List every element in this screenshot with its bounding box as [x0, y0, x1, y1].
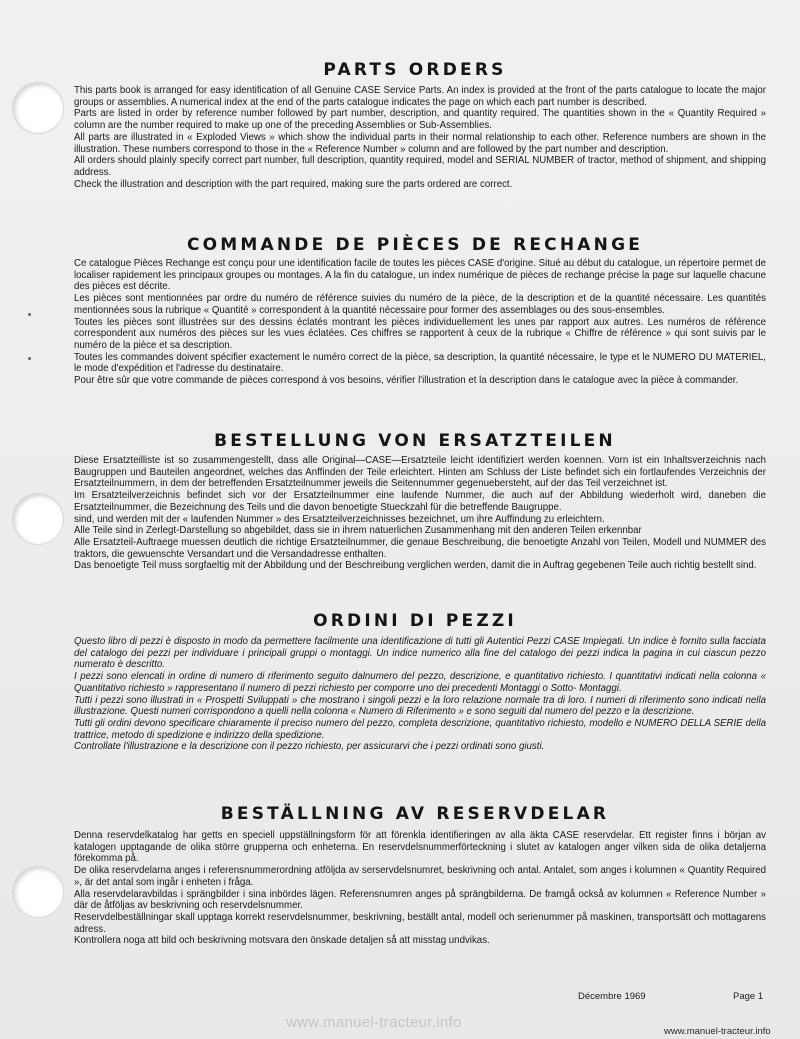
section-title-parts-orders: PARTS ORDERS — [323, 60, 507, 80]
binder-hole — [12, 82, 64, 134]
section-body-bestellung — [74, 455, 766, 572]
paragraph: sind, und werden mit der « laufenden Nummer » des Ersatzteilverzeichnisses bezeichnet, um ihre Auffindung zu erleichtern. — [74, 513, 605, 525]
paragraph: Tutti gli ordini devono specificare chiaramente il preciso numero del pezzo, completa descrizione, quantitativo richiesto, modello e NUMERO DELLA SERIE della trattrice, metodo di spedizione e indirizzo della spedizione. — [74, 717, 766, 741]
paragraph: Check the illustration and description with the part required, making sure the parts ordered are correct. — [74, 178, 513, 190]
binder-hole — [12, 866, 64, 918]
paragraph: All parts are illustrated in « Exploded Views » which show the individual parts in their normal relationship to each other. Reference numbers are shown in the illustration. These numbers correspond to those in the « Reference Number » column and are followed by the part number and description. — [74, 131, 766, 155]
section-title-commande: COMMANDE DE PIÈCES DE RECHANGE — [186, 235, 644, 255]
footer-date: Décembre 1969 — [578, 991, 646, 1002]
paragraph: Questo libro di pezzi è disposto in modo da permettere facilmente una identificazione di tutti gli Autentici Pezzi CASE Impiegati. Un indice è fornito sulla facciata del catalogo dei pezzi per individuare i principali gruppi o montaggi. Un indice numerico alla fine del catalogo dei pezzi indica la pagina in cui ciascun pezzo numerato è descritto. — [74, 636, 766, 671]
paragraph: Reservdelbeställningar skall upptaga korrekt reservdelsnummer, beskrivning, beställt antal, modell och serienummer på maskinen, transportsätt och mottagarens adress. — [74, 911, 766, 935]
paragraph: Pour être sûr que votre commande de pièces correspond à vos besoins, vérifier l'illustration et la description dans le catalogue avec la pièce à commander. — [74, 375, 739, 387]
paragraph: Diese Ersatzteilliste ist so zusammengestellt, dass alle Original—CASE—Ersatzteile leicht identifiziert werden koennen. Vorn ist ein Inhaltsverzeichnis nach Baugruppen und Bauteilen angeordnet, welches das Anffinden der Teile erleichtert. Hinten am Schluss der Liste befindet sich ein fortlaufendes Verzeichnis der Ersatzteilnummern, in dem der betreffenden Ersatzteilnummer jeweils die Seitennummer gegenuebersteht, auf der das Teil verzeichnet ist. — [74, 455, 766, 490]
section-body-bestallning — [74, 830, 766, 947]
margin-mark — [28, 357, 31, 360]
paragraph: Controllate l'illustrazione e la descrizione con il pezzo richiesto, per assicurarvi che i pezzi ordinati sono giusti. — [74, 741, 545, 753]
paragraph: This parts book is arranged for easy identification of all Genuine CASE Service Parts. An index is provided at the front of the parts catalogue to locate the major groups or assemblies. A numerical index at the end of the parts catalogue indicates the page on which each part number is described. — [74, 85, 766, 108]
paragraph: Alle Teile sind in Zerlegt-Darstellung so abgebildet, dass sie in ihrem natuerlichen Zusammenhang mit den anderen Teilen erkennbar — [74, 525, 642, 537]
section-title-bestallning: BESTÄLLNING AV RESERVDELAR — [220, 804, 610, 824]
paragraph: Denna reservdelkatalog har getts en speciell uppställningsform för att förenkla identifieringen av alla äkta CASE reservdelar. Ett register finns i början av katalogen upptagande de olika större grupperna och enheterna. En reservdelsnummerförteckning i slutet av katalogen anger vilken sida de olika detaljerna förekomma på. — [74, 830, 766, 865]
section-title-ordini: ORDINI DI PEZZI — [313, 611, 517, 631]
paragraph: All orders should plainly specify correct part number, full description, quantity required, model and SERIAL NUMBER of tractor, method of shipment, and shipping address. — [74, 155, 766, 178]
binder-hole — [12, 493, 64, 545]
paragraph: Ce catalogue Pièces Rechange est conçu pour une identification facile de toutes les pièces CASE d'origine. Situé au début du catalogue, un répertoire permet de localiser rapidement les principaux groupes ou montages. A la fin du catalogue, un index numérique de pièces de rechange précise la page sur laquelle chacune des pièces est décrite. — [74, 258, 766, 293]
paragraph: De olika reservdelarna anges i referensnummerordning atföljda av serservdelsnumret, beskrivning och antal. Antalet, som anges i kolumnen « Quantity Required », är det antal som ingår i enheten i fråga. — [74, 865, 766, 888]
paragraph: Toutes les pièces sont illustrées sur des dessins éclatés montrant les pièces individuellement les unes par rapport aux autres. Les numéros de référence correspondent aux numéros des pièces sur les vues éclatées. Ces chiffres se rapportent à ceux de la rubrique « Chiffre de référence » qui sont suivis par le numéro de la pièce et sa description. — [74, 316, 766, 351]
watermark-link[interactable]: www.manuel-tracteur.info — [664, 1026, 771, 1037]
watermark-center: www.manuel-tracteur.info — [286, 1014, 462, 1031]
paragraph: Alle Ersatzteil-Auftraege muessen deutlich die richtige Ersatzteilnummer, die genaue Beschreibung, die benoetigte Anzahl von Teilen, Modell und NUMMER des traktors, die gewuenschte Versandart und die Versandadresse enthalten. — [74, 536, 766, 560]
section-body-ordini — [74, 636, 766, 753]
paragraph: Toutes les commandes doivent spécifier exactement le numéro correct de la pièce, sa description, la quantité nécessaire, le type et le NUMERO DU MATERIEL, le mode d'expédition et l'adresse du destinataire. — [74, 351, 766, 375]
paragraph: Das benoetigte Teil muss sorgfaeltig mit der Abbildung und der Beschreibung verglichen werden, damit die in Auftrag gegebenen Teile auch richtig bestellt sind. — [74, 560, 757, 572]
section-title-bestellung: BESTELLUNG VON ERSATZTEILEN — [214, 431, 616, 451]
paragraph: Tutti i pezzi sono illustrati in « Prospetti Sviluppati » che mostrano i singoli pezzi e la loro relazione normale tra di loro. I numeri di riferimento sono indicati nella illustrazione. Questi numeri corrispondono a quelli nella colonna « Numero di Riferimento » e sono seguiti dal numero del pezzo e la descrizione. — [74, 694, 766, 718]
paragraph: I pezzi sono elencati in ordine di numero di riferimento seguito dalnumero del pezzo, descrizione, e quantitativo richiesto. I quantitativi indicati nella colonna « Quantitativo richiesto » rappresentano il numero di pezzi richiesto per comporre uno dei precedenti Montaggi o Sotto- Montaggi. — [74, 671, 766, 694]
paragraph: Im Ersatzteilverzeichnis befindet sich vor der Ersatzteilnummer eine laufende Nummer, die auch auf der Abbildung wiederholt wird, daneben die Ersatzteilnummer, die Bezeichnung des Teils und die davon benoetigte Stueckzahl für die betreffende Baugruppe. — [74, 490, 766, 513]
paragraph: Les pièces sont mentionnées par ordre du numéro de référence suivies du numéro de la pièce, de la description et de la quantité nécessaire. Les quantités mentionnées sous la rubrique « Quantité » correspondent à la quantité nécessaire pour former des assemblages ou des sous-ensembles. — [74, 293, 766, 316]
paragraph: Alla reservdelaravbildas i sprängbilder i sina inbördes lägen. Referensnumren anges på sprängbilderna. De framgå också av kolumnen « Reference Number » där de åtföljas av beskrivning och reservdelsnummer. — [74, 888, 766, 912]
section-body-commande — [74, 258, 766, 387]
section-body-parts-orders — [74, 85, 766, 190]
paragraph: Parts are listed in order by reference number followed by part number, description, and quantity required. The quantities shown in the « Quantity Required » column are the number required to make up one of the preceding Assemblies or Sub-Assemblies. — [74, 108, 766, 132]
paragraph: Kontrollera noga att bild och beskrivning motsvara den önskade detaljen så att misstag undvikas. — [74, 935, 490, 947]
page-number: Page 1 — [733, 991, 764, 1002]
margin-mark — [28, 313, 31, 316]
